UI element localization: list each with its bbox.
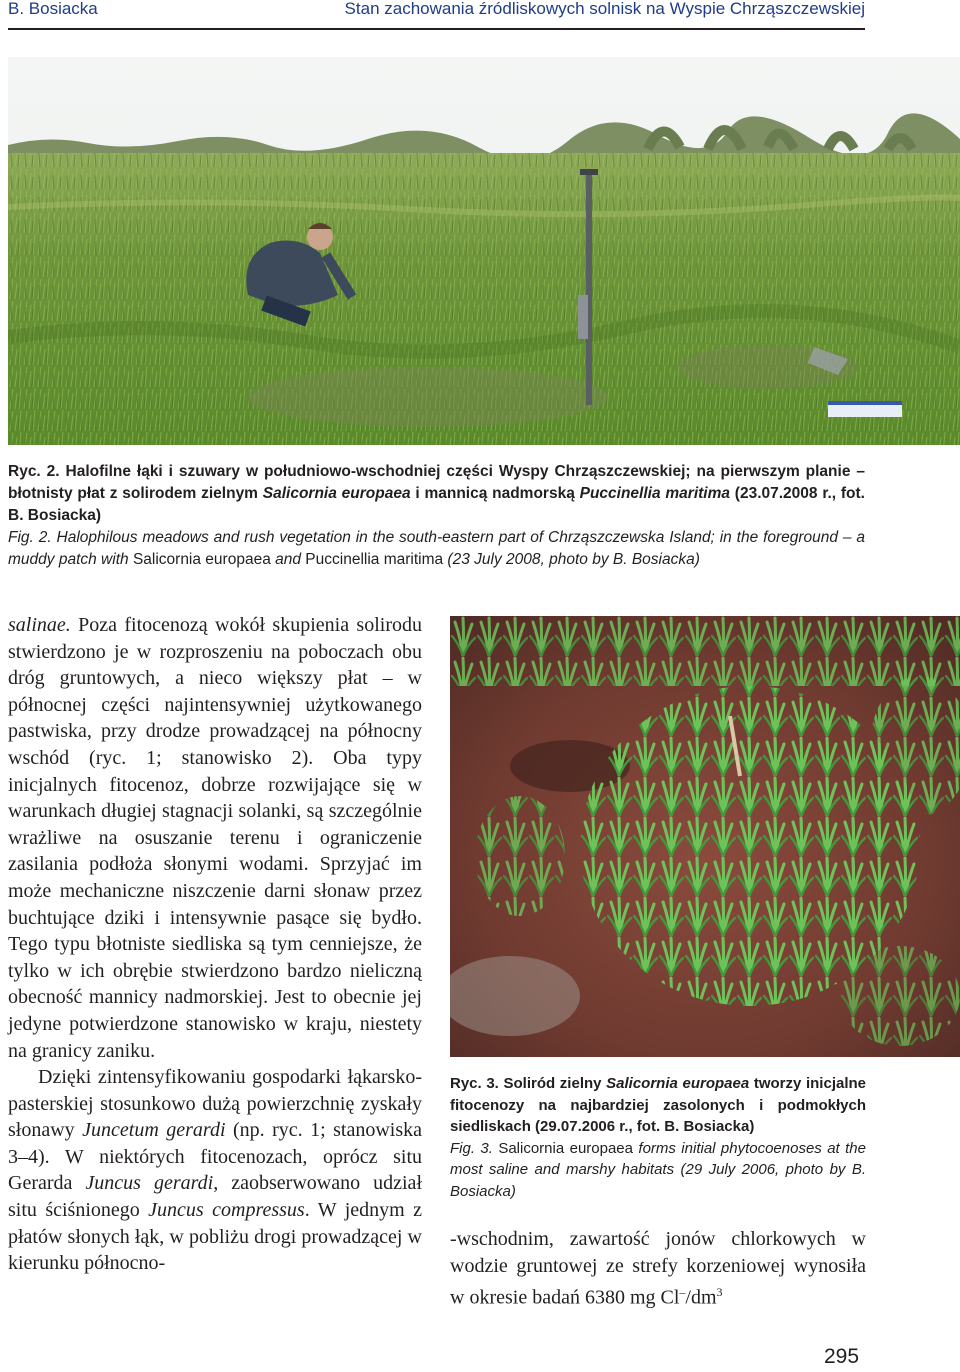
salt-meadow-photo-illustration xyxy=(8,57,960,445)
figure-label: Ryc. 3. xyxy=(450,1075,499,1092)
caption-text: forms initial phytocoenoses at the most saline and marshy habitats (29 July 2006, photo by B. Bosiacka) xyxy=(450,1139,866,1200)
caption-text: tworzy inicjalne fitocenozy na najbardziej zasolonych i podmokłych siedliskach (29.07.2006 r., fot. B. Bosiacka) xyxy=(450,1075,867,1135)
caption-text: Soliród zielny xyxy=(503,1075,607,1092)
taxon-name: Puccinellia maritima xyxy=(579,485,730,502)
figure-label: Ryc. 2. xyxy=(8,463,60,480)
taxon-name: Juncetum gerardi xyxy=(82,1119,226,1142)
superscript: – xyxy=(679,1285,686,1300)
taxon-name: Juncus compressus xyxy=(148,1199,305,1222)
caption-english xyxy=(8,527,865,571)
superscript: 3 xyxy=(716,1285,723,1300)
body-text-left-column xyxy=(8,612,422,1277)
caption-english xyxy=(450,1138,866,1203)
figure-2-caption xyxy=(8,461,865,571)
paragraph-text: Dzięki zintensyfikowaniu gospodarki łąkarsko-pasterskiej stosunkowo dużą powierzchnię zyskały słonawy xyxy=(8,1066,422,1142)
salicornia-photo-illustration xyxy=(450,616,960,1057)
taxon-name: Puccinellia maritima xyxy=(305,551,444,568)
figure-2-photo xyxy=(8,57,960,445)
caption-text: and xyxy=(270,551,306,568)
caption-polish xyxy=(8,463,865,524)
paragraph-text: /dm xyxy=(685,1286,717,1309)
italic-term: salinae. xyxy=(8,614,71,636)
figure-3-photo xyxy=(450,616,960,1057)
taxon-name: Salicornia europaea xyxy=(606,1075,750,1092)
taxon-name: Salicornia europaea xyxy=(132,551,271,568)
header-rule xyxy=(8,28,865,30)
page-number: 295 xyxy=(824,1345,860,1368)
paragraph xyxy=(450,1226,866,1311)
figure-label: Fig. 2. xyxy=(8,529,52,546)
caption-polish xyxy=(450,1075,866,1135)
paragraph-text: Poza fitocenozą wokół skupienia solirodu stwierdzono je w rozproszeniu na poboczach obu dróg gruntowych, a nieco większy płat – w północnej części najintensywniej użytkowanego pastwiska, przy drodze prowadzącej na północny wschód (ryc. 1; stanowisko 2). Oba typy inicjalnych fitocenoz, dobrze rozwijające się w warunkach długiej stagnacji solanki, są szczególnie wrażliwe na osuszanie terenu i ograniczenie zasilania podłoża słonymi wodami. Sprzyjać im może mechaniczne niszczenie darni słonaw przez buchtujące dziki i intensywnie pasące się bydło. Tego typu błotniste siedliska są tym cenniejsze, że tylko w ich obrębie stwierdzono bardzo nieliczną obecność mannicy nadmorskiej. Jest to obecnie jej jedyne potwierdzone stanowisko w kraju, niestety na granicy zaniku. xyxy=(8,614,422,1062)
taxon-name: Salicornia europaea xyxy=(262,485,411,502)
paragraph-text: -wschodnim, zawartość jonów chlorkowych w wodzie gruntowej ze strefy korzeniowej wynosiła w okresie badań 6380 mg Cl xyxy=(450,1228,866,1309)
paragraph xyxy=(8,612,422,1064)
caption-text: i mannicą nadmorską xyxy=(410,485,580,502)
paragraph-text: , zaobserwowano udział situ ściśnionego xyxy=(8,1172,422,1222)
paragraph xyxy=(8,1064,422,1277)
caption-text: Halophilous meadows and rush vegetation in the south-eastern part of Chrząszczewska Island; in the foreground – a muddy patch with xyxy=(8,529,866,568)
caption-text: Halofilne łąki i szuwary w południowo-wschodniej części Wyspy Chrząszczewskiej; na pierwszym planie – błotnisty płat z solirodem zielnym xyxy=(8,463,865,502)
paragraph-text: . W jednym z płatów słonych łąk, w pobliżu drogi prowadzącej w kierunku północno- xyxy=(8,1199,422,1275)
paragraph-text: (np. ryc. 1; stanowiska 3–4). W niektórych fitocenozach, oprócz situ Gerarda xyxy=(8,1119,422,1195)
running-header-title: Stan zachowania źródliskowych solnisk na Wyspie Chrząszczewskiej xyxy=(344,0,865,18)
taxon-name: Juncus gerardi xyxy=(85,1172,214,1195)
running-header-author: B. Bosiacka xyxy=(8,0,98,18)
caption-text: (23.07.2008 r., fot. B. Bosiacka) xyxy=(8,485,865,524)
body-text-right-column xyxy=(450,1226,866,1311)
figure-label: Fig. 3. xyxy=(450,1139,493,1157)
caption-text: (23 July 2008, photo by B. Bosiacka) xyxy=(443,551,700,568)
taxon-name: Salicornia europaea xyxy=(498,1139,633,1157)
figure-3-caption xyxy=(450,1073,866,1202)
